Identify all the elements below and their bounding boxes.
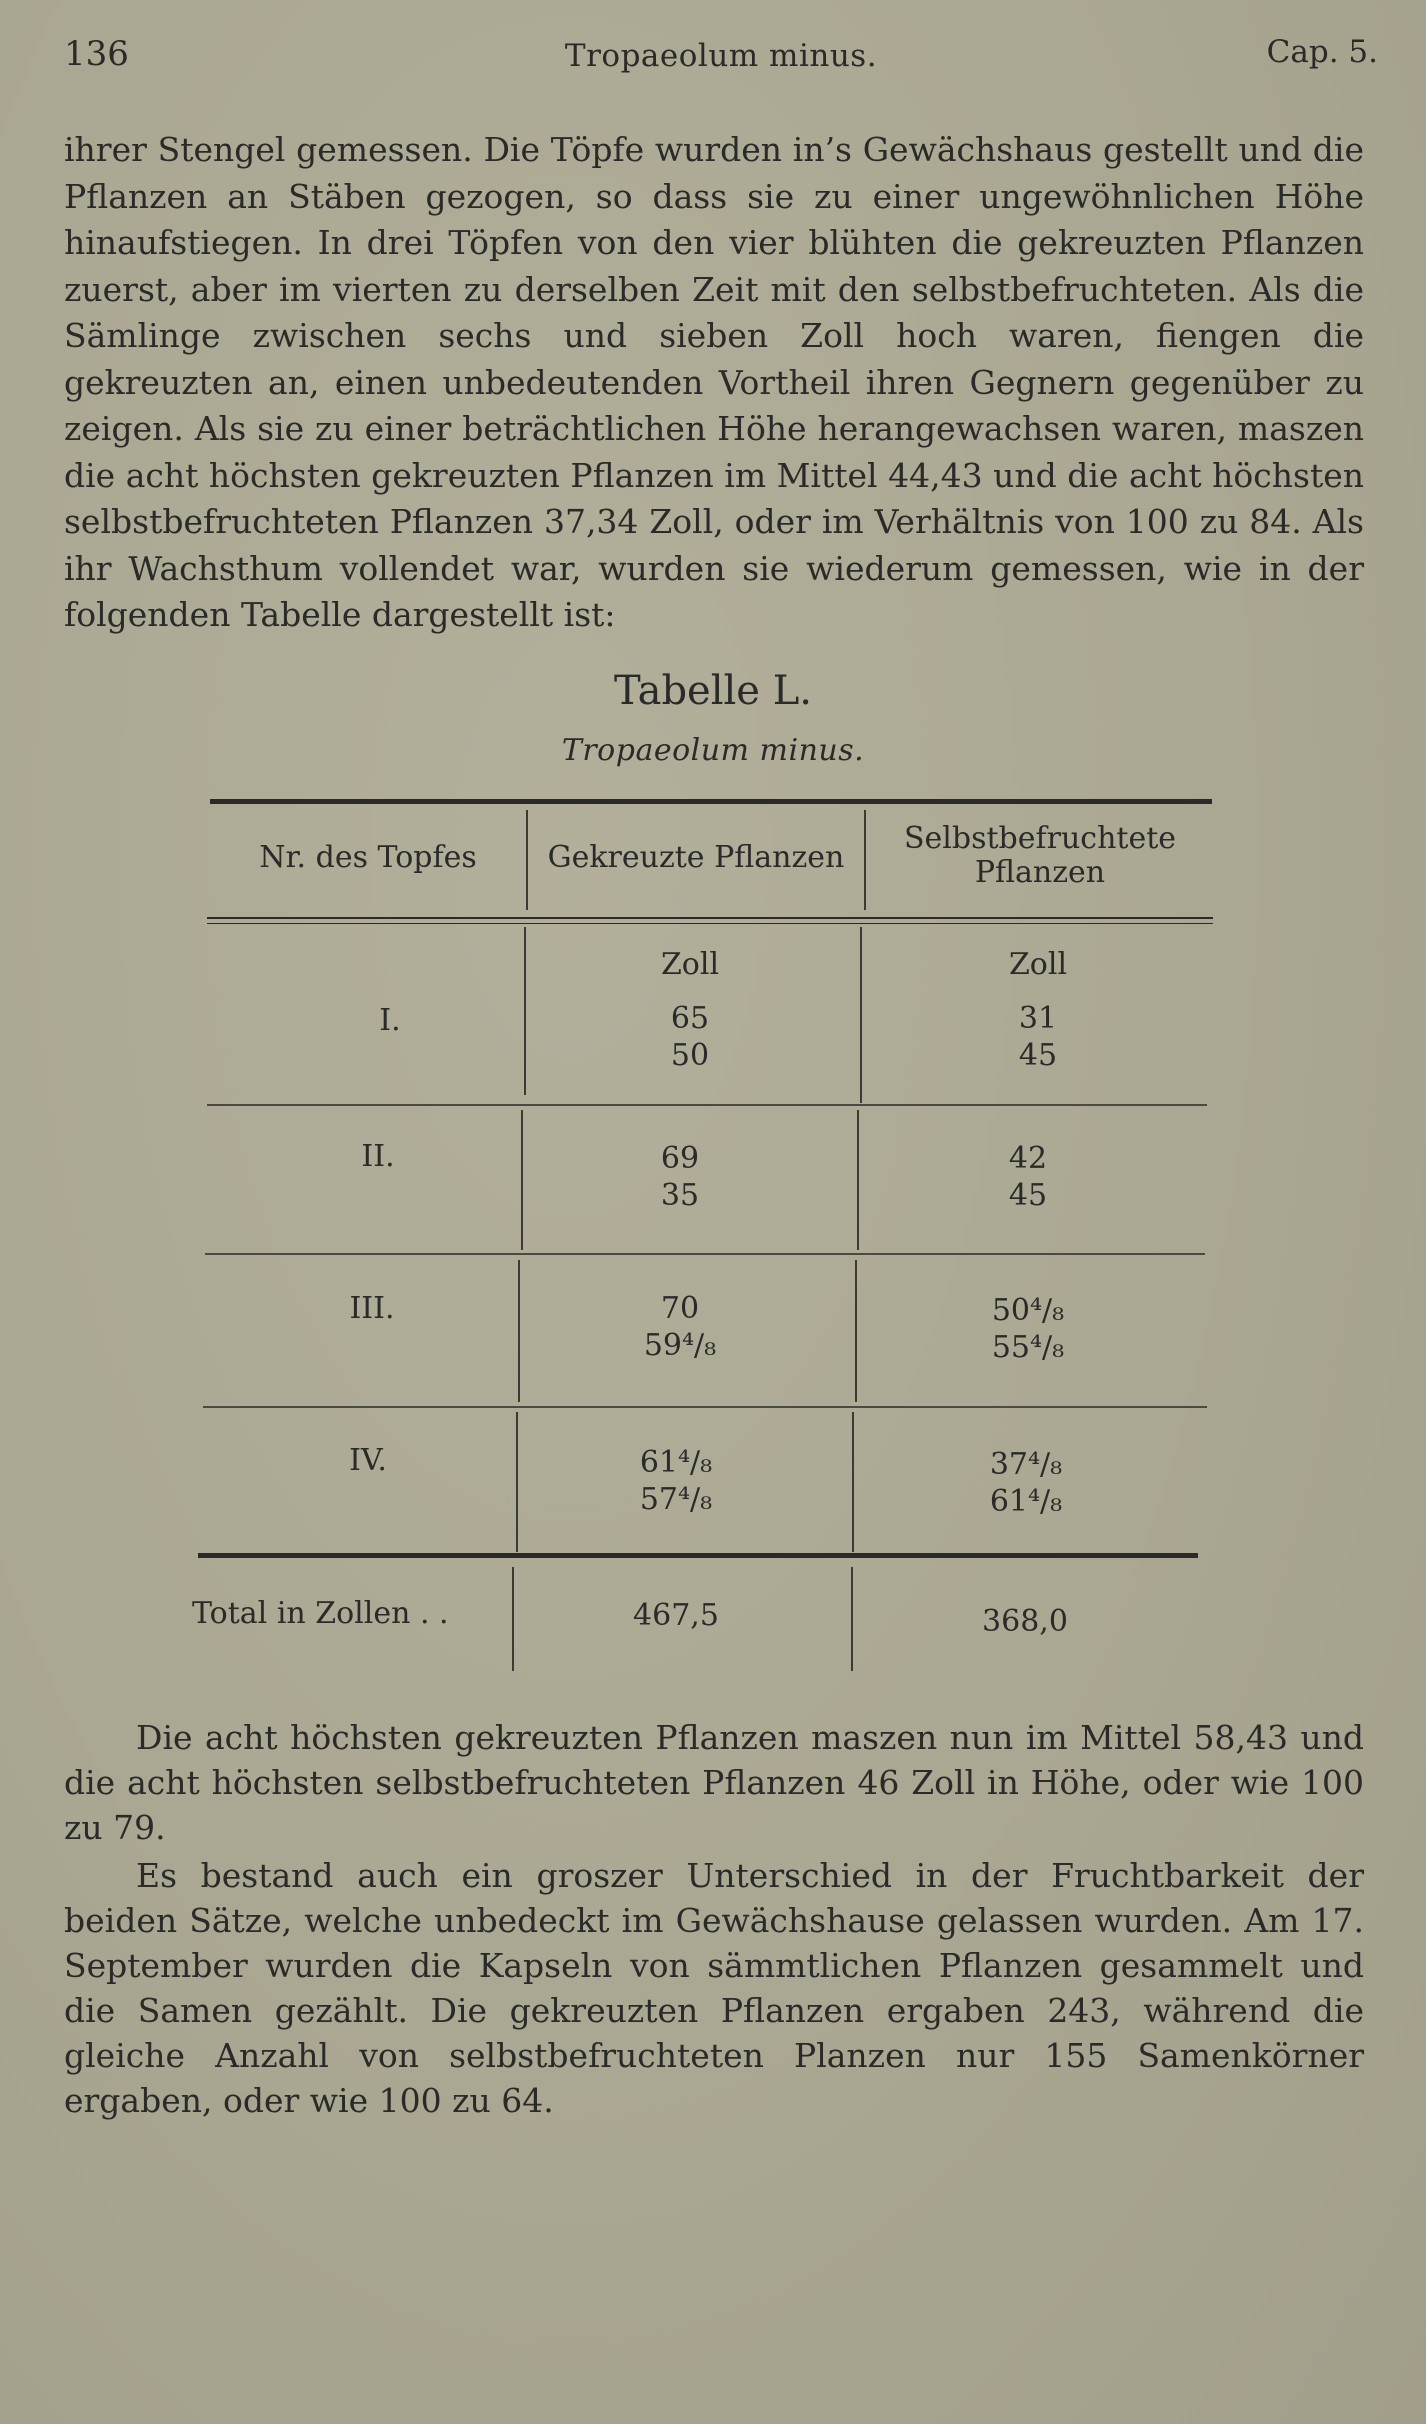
- column-divider: [524, 927, 526, 1095]
- table-row-pot-label: III.: [349, 1291, 395, 1326]
- table-row-pot-label: II.: [361, 1139, 395, 1174]
- table-header-rule: [207, 917, 1213, 919]
- total-label: Total in Zollen . .: [192, 1596, 449, 1631]
- row-divider: [203, 1406, 1207, 1408]
- self-value: 45: [1018, 1038, 1058, 1073]
- total-crossed-value: 467,5: [633, 1598, 719, 1633]
- self-value: 55⁴/₈: [991, 1330, 1065, 1365]
- paragraph-intro: ihrer Stengel gemessen. Die Töpfe wurden in’s Gewächshaus gestellt und die Pflanzen an Stäben gezogen, so dass sie zu einer ungewöhnlichen Höhe hinaufstiegen. In drei Töpfen von den vier blühten die gekreuzten Pflanzen zuerst, aber im vierten zu derselben Zeit mit den selbstbefruchteten. Als die Sämlinge zwischen sechs und sieben Zoll hoch waren, fiengen die gekreuzten an, einen unbedeutenden Vortheil ihren Gegnern gegenüber zu zeigen. Als sie zu einer beträchtlichen Höhe herangewachsen waren, maszen die acht höchsten gekreuzten Pflanzen im Mittel 44,43 und die acht höchsten selbstbefruchteten Pflanzen 37,34 Zoll, oder im Verhältnis von 100 zu 84. Als ihr Wachsthum vollendet war, wurden sie wiederum gemessen, wie in der folgenden Tabelle dargestellt ist:: [64, 130, 1364, 634]
- self-value: 50⁴/₈: [991, 1293, 1065, 1328]
- unit-label-self: Zoll: [1008, 947, 1068, 982]
- table-row-pot-label: I.: [379, 1003, 401, 1038]
- unit-label-crossed: Zoll: [660, 947, 720, 982]
- paragraph-results: Die acht höchsten gekreuzten Pflanzen maszen nun im Mittel 58,43 und die acht höchsten selbstbefruchteten Pflanzen 46 Zoll in Höhe, oder wie 100 zu 79.: [64, 1718, 1364, 1847]
- self-value: 37⁴/₈: [989, 1447, 1063, 1482]
- self-value: 45: [1008, 1178, 1048, 1213]
- total-rule: [198, 1553, 1198, 1558]
- self-value: 61⁴/₈: [989, 1484, 1063, 1519]
- page-header: [64, 34, 1378, 84]
- table-subtitle: Tropaeolum minus.: [561, 733, 865, 768]
- chapter-label: Cap. 5.: [1266, 34, 1378, 70]
- column-divider: [512, 1567, 514, 1671]
- crossed-value: 59⁴/₈: [643, 1328, 717, 1363]
- paragraph-fertility: Es bestand auch ein groszer Unterschied in der Fruchtbarkeit der beiden Sätze, welche unbedeckt im Gewächshause gelassen wurden. Am 17. September wurden die Kapseln von sämmtlichen Pflanzen gesammelt und die Samen gezählt. Die gekreuzten Pflanzen ergaben 243, während die gleiche Anzahl von selbstbefruchteten Planzen nur 155 Samenkörner ergaben, oder wie 100 zu 64.: [64, 1856, 1364, 2120]
- column-header-pot: Nr. des Topfes: [259, 840, 477, 875]
- crossed-value: 35: [660, 1178, 700, 1213]
- column-divider: [855, 1260, 857, 1402]
- total-self-value: 368,0: [982, 1604, 1068, 1639]
- self-value: 31: [1018, 1001, 1058, 1036]
- row-divider: [205, 1253, 1205, 1255]
- column-header-crossed: Gekreuzte Pflanzen: [547, 840, 845, 875]
- column-divider: [860, 927, 862, 1103]
- crossed-value: 65: [670, 1001, 710, 1036]
- running-title: Tropaeolum minus.: [564, 38, 878, 74]
- self-value: 42: [1008, 1141, 1048, 1176]
- column-divider: [851, 1567, 853, 1671]
- table-top-rule: [210, 799, 1212, 804]
- page-number: 136: [64, 34, 129, 74]
- crossed-value: 69: [660, 1141, 700, 1176]
- crossed-value: 50: [670, 1038, 710, 1073]
- crossed-value: 61⁴/₈: [639, 1445, 713, 1480]
- table-header-rule-2: [207, 923, 1213, 924]
- column-divider: [864, 810, 866, 910]
- column-divider: [852, 1412, 854, 1552]
- column-header-self: Selbstbefruchtete Pflanzen: [903, 821, 1177, 890]
- table-title: Tabelle L.: [614, 668, 812, 714]
- crossed-value: 70: [660, 1291, 700, 1326]
- row-divider: [207, 1104, 1207, 1106]
- table-row-pot-label: IV.: [349, 1443, 387, 1478]
- crossed-value: 57⁴/₈: [639, 1482, 713, 1517]
